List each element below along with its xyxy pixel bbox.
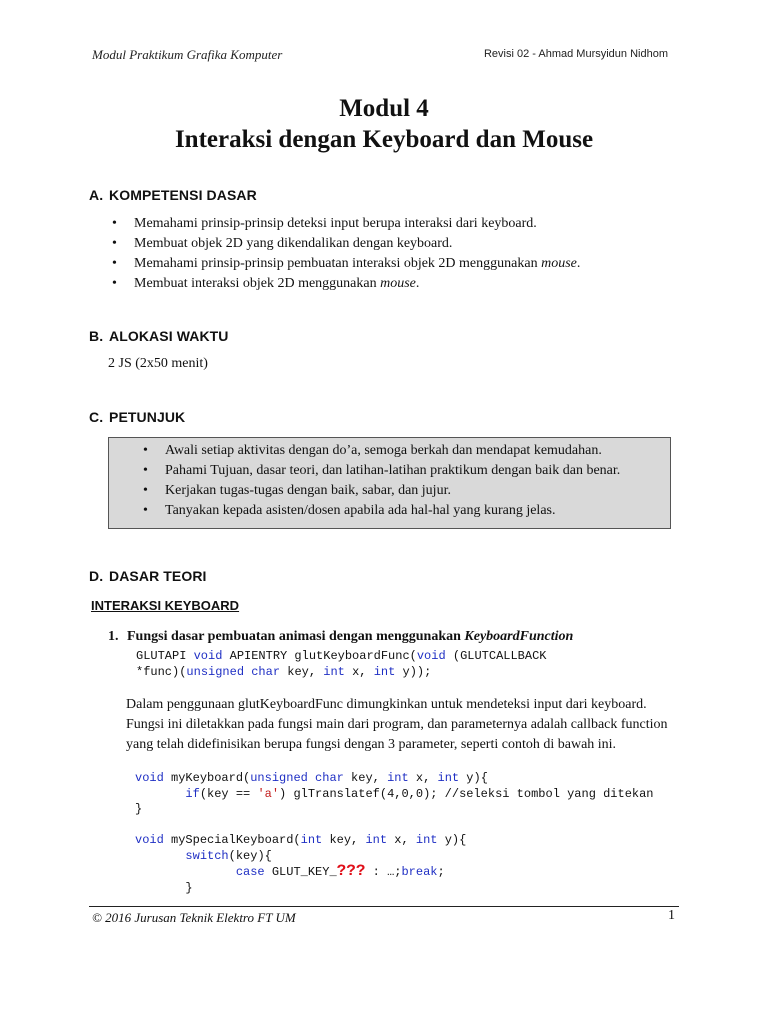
section-a-heading xyxy=(89,187,257,203)
section-title: ALOKASI WAKTU xyxy=(109,328,229,344)
section-b-heading xyxy=(89,328,229,344)
section-c-heading xyxy=(89,409,185,425)
title-topic: Interaksi dengan Keyboard dan Mouse xyxy=(174,126,594,153)
section-d-heading xyxy=(89,568,207,584)
section-letter: D. xyxy=(89,568,104,584)
section-title: PETUNJUK xyxy=(109,409,186,425)
section-letter: C. xyxy=(89,409,104,425)
item-number: 1. xyxy=(108,629,119,644)
footer-copyright: © 2016 Jurusan Teknik Elektro FT UM xyxy=(92,910,296,925)
kompetensi-list xyxy=(108,214,580,294)
section-letter: B. xyxy=(89,328,104,344)
page-title xyxy=(0,93,768,155)
header-course-title: Modul Praktikum Grafika Komputer xyxy=(92,47,283,62)
paragraph-keyboard-func: Dalam penggunaan glutKeyboardFunc dimungkinkan untuk mendeteksi input dari keyboard. Fungsi ini diletakkan pada fungsi main dari program, dan parameternya adalah callback function yang telah didefinisikan berupa fungsi dengan 3 parameter, seperti contoh di bawah ini. xyxy=(126,697,668,752)
list-item: • Awali setiap aktivitas dengan do’a, semoga berkah dan mendapat kemudahan. xyxy=(139,441,620,461)
footer-rule xyxy=(89,906,679,907)
petunjuk-list xyxy=(139,441,620,521)
subheading-keyboard: INTERAKSI KEYBOARD xyxy=(91,598,240,613)
code-block-example: void myKeyboard(unsigned char key, int x, int y){ if(key == 'a') glTranslatef(4,0,0); //seleksi tombol yang ditekan } void mySpecialKeyboard(int key, int x, int y){ switch(key){ case GLUT_KEY_??? : …;break; } xyxy=(135,771,654,895)
section-title: DASAR TEORI xyxy=(109,568,207,584)
list-item: • Memahami prinsip-prinsip deteksi input berupa interaksi dari keyboard. xyxy=(108,214,580,234)
header-revision: Revisi 02 - Ahmad Mursyidun Nidhom xyxy=(483,48,668,60)
code-block-signature: GLUTAPI void APIENTRY glutKeyboardFunc(void (GLUTCALLBACK *func)(unsigned char key, int x, int y)); xyxy=(136,649,547,679)
list-item: • Membuat objek 2D yang dikendalikan dengan keyboard. xyxy=(108,234,580,254)
alokasi-text: 2 JS (2x50 menit) xyxy=(108,356,208,371)
list-item: • Memahami prinsip-prinsip pembuatan interaksi objek 2D menggunakan mouse. xyxy=(108,254,580,274)
page-number: 1 xyxy=(668,908,675,923)
list-item: • Pahami Tujuan, dasar teori, dan latihan-latihan praktikum dengan baik dan benar. xyxy=(139,461,620,481)
section-letter: A. xyxy=(89,187,104,203)
list-item: • Tanyakan kepada asisten/dosen apabila ada hal-hal yang kurang jelas. xyxy=(139,501,620,521)
list-item: • Kerjakan tugas-tugas dengan baik, sabar, dan jujur. xyxy=(139,481,620,501)
numbered-item-1: 1. Fungsi dasar pembuatan animasi dengan menggunakan KeyboardFunction xyxy=(108,629,574,644)
list-item: • Membuat interaksi objek 2D menggunakan mouse. xyxy=(108,274,580,294)
section-title: KOMPETENSI DASAR xyxy=(109,187,257,203)
title-module: Modul 4 xyxy=(339,95,429,122)
